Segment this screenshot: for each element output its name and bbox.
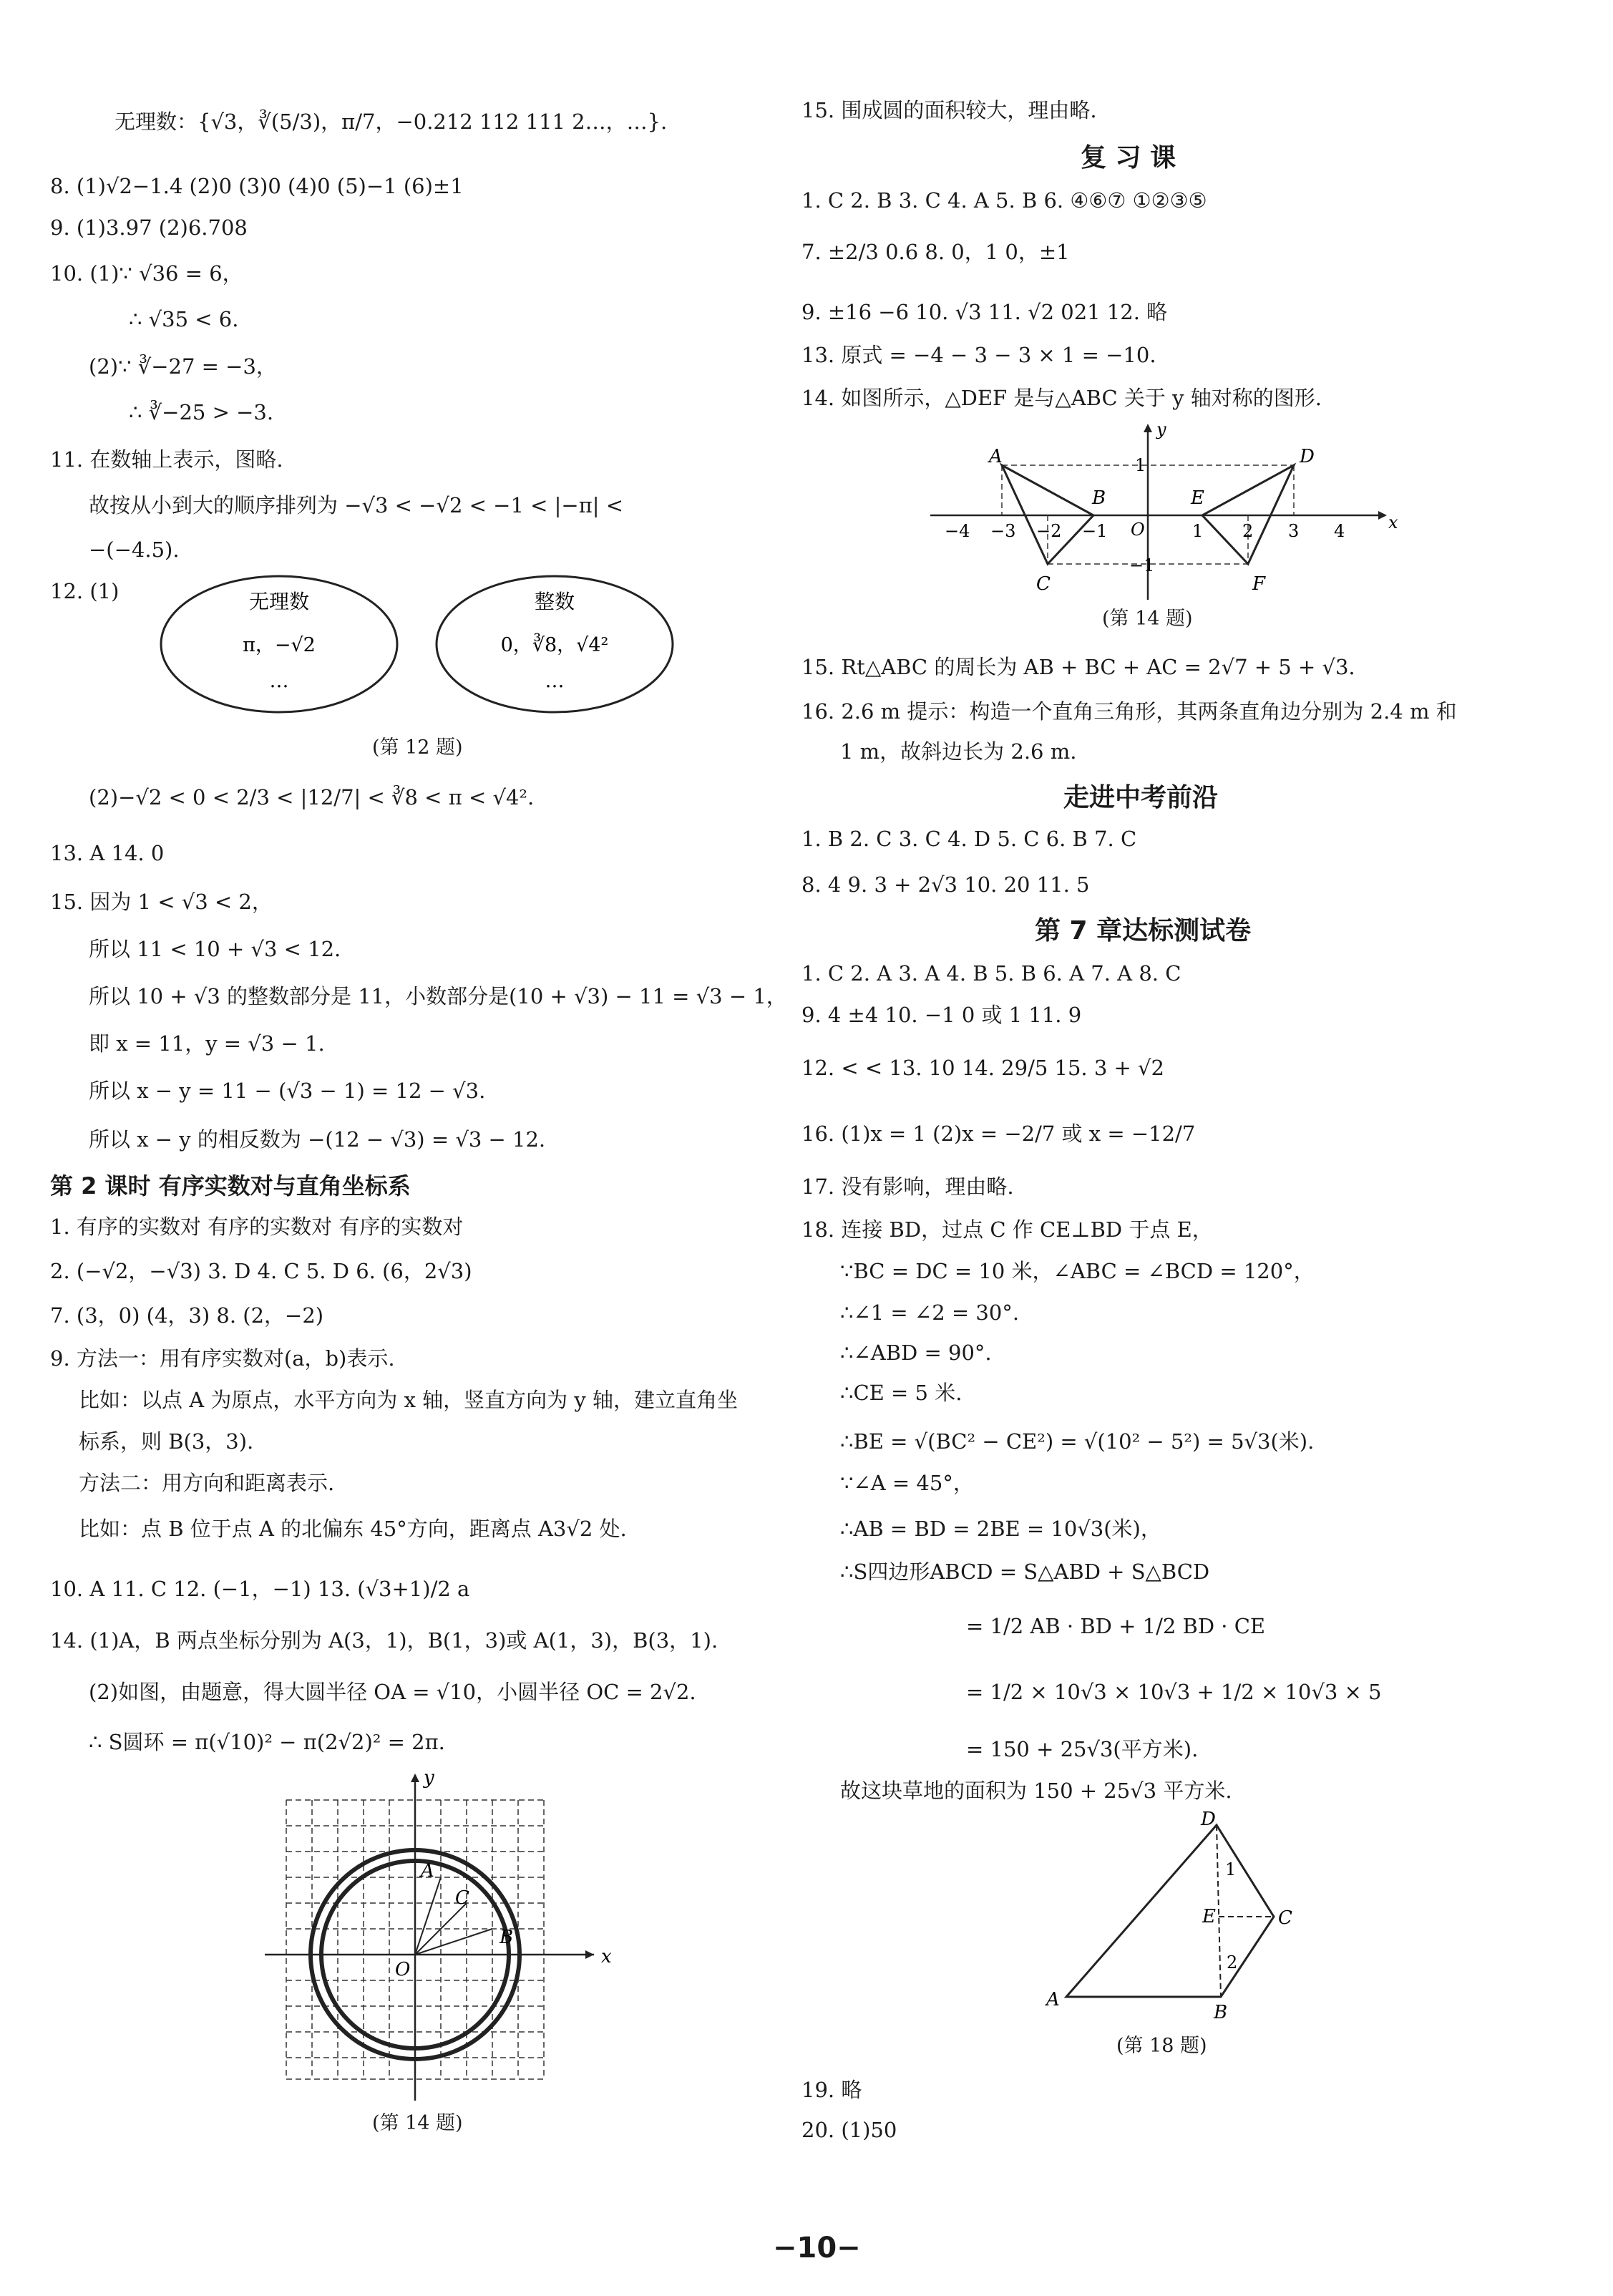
review-9: 9. ±16 −6 10. √3 11. √2 021 12. 略 (801, 300, 1168, 324)
svg-text:−3: −3 (990, 521, 1016, 541)
svg-text:D: D (1201, 1811, 1216, 1830)
caption-14-right: (第 14 题) (1102, 608, 1193, 630)
oval2-title: 整数 (534, 590, 575, 613)
test-18m: 故这块草地的面积为 150 + 25√3 平方米. (840, 1779, 1232, 1803)
circle-grid-figure (229, 1761, 658, 2119)
svg-text:F: F (1252, 573, 1266, 595)
answer-15d: 即 x = 11，y = √3 − 1. (89, 1031, 325, 1056)
answer-l2-2: 2. (−√2，−√3) 3. D 4. C 5. D 6. (6，2√3) (50, 1259, 472, 1283)
test-18i: ∴S四边形ABCD = S△ABD + S△BCD (840, 1560, 1210, 1584)
svg-text:x: x (1388, 512, 1398, 532)
answer-12-1: 12. (1) (50, 579, 120, 603)
svg-text:−4: −4 (945, 521, 970, 541)
quadrilateral-abcd (1066, 1825, 1274, 1997)
svg-text:C: C (1278, 1907, 1292, 1929)
review-1: 1. C 2. B 3. C 4. A 5. B 6. ④⑥⑦ ①②③⑤ (801, 188, 1207, 213)
oval1-items: π，−√2 (243, 634, 316, 656)
oval2-items: 0，∛8，√4² (500, 634, 609, 656)
heading-review: 复 习 课 (1081, 143, 1176, 172)
set-diagram (157, 573, 730, 723)
answer-l2-10: 10. A 11. C 12. (−1，−1) 13. (√3+1)/2 a (50, 1577, 470, 1601)
oval1-title: 无理数 (248, 590, 310, 613)
test-18: 18. 连接 BD，过点 C 作 CE⊥BD 于点 E， (801, 1217, 1213, 1242)
test-16: 16. (1)x = 1 (2)x = −2/7 或 x = −12/7 (801, 1122, 1196, 1146)
svg-text:D: D (1300, 446, 1315, 467)
svg-text:A: A (1046, 1989, 1060, 2010)
svg-text:A: A (421, 1860, 434, 1882)
page-number: −10− (773, 2232, 861, 2265)
test-18k: = 1/2 × 10√3 × 10√3 + 1/2 × 10√3 × 5 (966, 1680, 1382, 1704)
svg-text:B: B (1214, 2002, 1228, 2023)
answer-10-2: (2)∵ ∛−27 = −3， (89, 354, 277, 379)
test-9: 9. 4 ±4 10. −1 0 或 1 11. 9 (801, 1003, 1082, 1027)
quadrilateral-figure (1038, 1811, 1338, 2025)
svg-text:y: y (424, 1767, 434, 1789)
test-20: 20. (1)50 (801, 2118, 897, 2142)
answer-11b: 故按从小到大的顺序排列为 −√3 < −√2 < −1 < |−π| < (89, 493, 624, 517)
review-16b: 1 m，故斜边长为 2.6 m. (840, 739, 1077, 764)
test-18g: ∵∠A = 45°， (840, 1471, 974, 1495)
svg-text:2: 2 (1227, 1952, 1238, 1972)
review-7: 7. ±2/3 0.6 8. 0，1 0，±1 (801, 240, 1070, 264)
answer-l2-9d: 方法二：用方向和距离表示. (79, 1471, 335, 1495)
svg-text:B: B (500, 1927, 514, 1948)
exam-8: 8. 4 9. 3 + 2√3 10. 20 11. 5 (801, 872, 1090, 897)
svg-text:−1: −1 (1129, 555, 1155, 575)
svg-text:C: C (455, 1887, 469, 1909)
answer-l2-14b: (2)如图，由题意，得大圆半径 OA = √10，小圆半径 OC = 2√2. (89, 1680, 696, 1704)
oval2-more: … (545, 670, 565, 692)
heading-chapter7-test: 第 7 章达标测试卷 (1035, 916, 1252, 945)
answer-l2-9e: 比如：点 B 位于点 A 的北偏东 45°方向，距离点 A3√2 处. (79, 1517, 627, 1541)
test-19: 19. 略 (801, 2078, 862, 2102)
test-18c: ∴∠1 = ∠2 = 30°. (840, 1300, 1020, 1325)
answer-15: 15. 因为 1 < √3 < 2， (50, 890, 273, 914)
svg-text:O: O (395, 1959, 411, 1980)
answer-8: 8. (1)√2−1.4 (2)0 (3)0 (4)0 (5)−1 (6)±1 (50, 174, 464, 198)
heading-exam-frontier: 走进中考前沿 (1063, 783, 1219, 812)
answer-r15: 15. 围成圆的面积较大，理由略. (801, 98, 1097, 122)
answer-11: 11. 在数轴上表示，图略. (50, 447, 283, 472)
answer-15e: 所以 x − y = 11 − (√3 − 1) = 12 − √3. (89, 1079, 486, 1103)
test-18e: ∴CE = 5 米. (840, 1381, 963, 1405)
test-18l: = 150 + 25√3(平方米). (966, 1737, 1199, 1761)
svg-text:−2: −2 (1036, 521, 1062, 541)
answer-12-2: (2)−√2 < 0 < 2/3 < |12/7| < ∛8 < π < √4². (89, 785, 535, 809)
answer-11c: −(−4.5). (89, 537, 180, 562)
svg-text:E: E (1191, 487, 1204, 509)
answer-l2-14c: ∴ S圆环 = π(√10)² − π(2√2)² = 2π. (89, 1730, 445, 1754)
answer-l2-14: 14. (1)A，B 两点坐标分别为 A(3，1)，B(1，3)或 A(1，3)，B(3，1). (50, 1628, 718, 1653)
svg-text:4: 4 (1334, 521, 1345, 541)
svg-text:B: B (1092, 487, 1106, 509)
answer-l2-9b: 比如：以点 A 为原点，水平方向为 x 轴，竖直方向为 y 轴，建立直角坐 (79, 1388, 738, 1412)
irrational-set-line: 无理数：{√3，∛(5/3)，π/7，−0.212 112 111 2…，…}. (114, 110, 668, 134)
svg-text:x: x (601, 1946, 612, 1967)
svg-text:2: 2 (1242, 521, 1254, 541)
answer-l2-7: 7. (3，0) (4，3) 8. (2，−2) (50, 1303, 324, 1328)
test-17: 17. 没有影响，理由略. (801, 1174, 1014, 1199)
svg-text:1: 1 (1192, 521, 1204, 541)
svg-text:O: O (1131, 520, 1145, 540)
answer-15b: 所以 11 < 10 + √3 < 12. (89, 937, 341, 961)
test-18j: = 1/2 AB · BD + 1/2 BD · CE (966, 1614, 1266, 1638)
answer-l2-1: 1. 有序的实数对 有序的实数对 有序的实数对 (50, 1215, 464, 1239)
answer-15c: 所以 10 + √3 的整数部分是 11，小数部分是(10 + √3) − 11 = √3 − 1， (89, 984, 787, 1008)
svg-text:3: 3 (1288, 521, 1300, 541)
svg-text:A: A (989, 446, 1003, 467)
test-1: 1. C 2. A 3. A 4. B 5. B 6. A 7. A 8. C (801, 961, 1181, 986)
review-13: 13. 原式 = −4 − 3 − 3 × 1 = −10. (801, 343, 1156, 367)
exam-1: 1. B 2. C 3. C 4. D 5. C 6. B 7. C (801, 827, 1137, 851)
answer-l2-9: 9. 方法一：用有序实数对(a，b)表示. (50, 1346, 395, 1371)
svg-text:−1: −1 (1082, 521, 1108, 541)
oval1-more: … (269, 670, 289, 692)
answer-9: 9. (1)3.97 (2)6.708 (50, 215, 248, 240)
test-12: 12. < < 13. 10 14. 29/5 15. 3 + √2 (801, 1056, 1164, 1080)
answer-10-1b: ∴ √35 < 6. (129, 307, 239, 331)
test-18f: ∴BE = √(BC² − CE²) = √(10² − 5²) = 5√3(米). (840, 1429, 1315, 1454)
answer-13-14: 13. A 14. 0 (50, 841, 165, 865)
review-15: 15. Rt△ABC 的周长为 AB + BC + AC = 2√7 + 5 + √3. (801, 655, 1355, 679)
test-18b: ∵BC = DC = 10 米，∠ABC = ∠BCD = 120°， (840, 1259, 1315, 1283)
review-16: 16. 2.6 m 提示：构造一个直角三角形，其两条直角边分别为 2.4 m 和 (801, 699, 1457, 724)
test-18d: ∴∠ABD = 90°. (840, 1341, 992, 1365)
svg-text:C: C (1036, 573, 1051, 595)
caption-14-left: (第 14 题) (372, 2112, 463, 2134)
svg-text:1: 1 (1225, 1859, 1237, 1879)
svg-text:1: 1 (1135, 455, 1146, 475)
caption-12: (第 12 题) (372, 736, 463, 759)
test-18h: ∴AB = BD = 2BE = 10√3(米)， (840, 1517, 1161, 1541)
caption-18: (第 18 题) (1116, 2035, 1207, 2057)
triangles-figure (923, 421, 1410, 607)
svg-text:E: E (1202, 1906, 1216, 1927)
answer-10-1: 10. (1)∵ √36 = 6， (50, 261, 243, 286)
answer-l2-9c: 标系，则 B(3，3). (79, 1429, 254, 1454)
svg-text:y: y (1156, 421, 1166, 439)
section-title-lesson2: 第 2 课时 有序实数对与直角坐标系 (50, 1172, 411, 1200)
answer-15f: 所以 x − y 的相反数为 −(12 − √3) = √3 − 12. (89, 1127, 546, 1152)
answer-10-2b: ∴ ∛−25 > −3. (129, 400, 274, 424)
review-14: 14. 如图所示，△DEF 是与△ABC 关于 y 轴对称的图形. (801, 386, 1322, 410)
